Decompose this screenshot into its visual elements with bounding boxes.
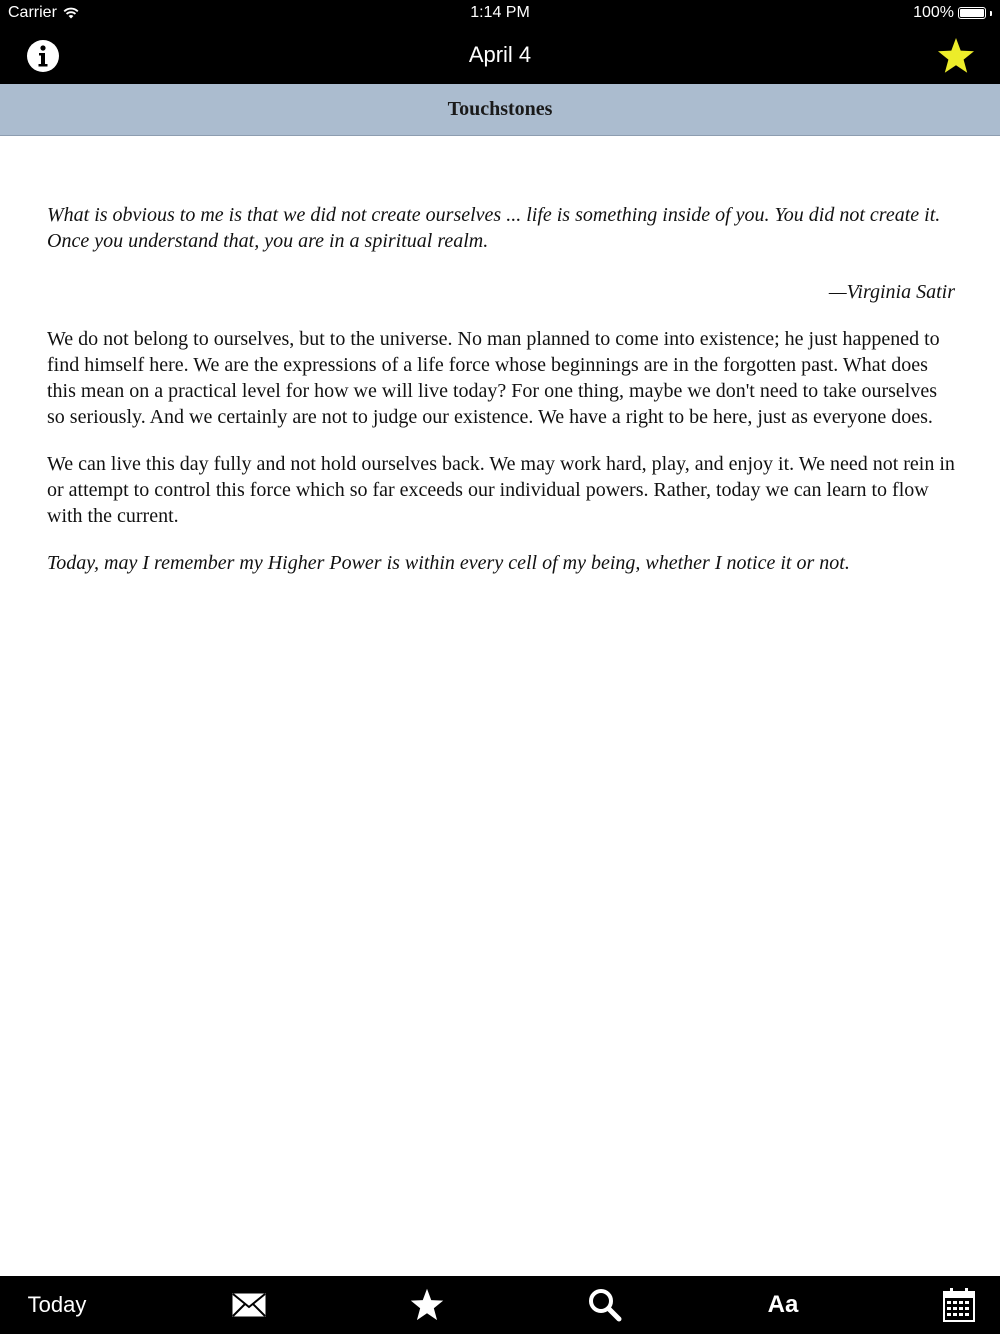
- reading-content: [47, 202, 955, 597]
- star-icon: [409, 1287, 445, 1323]
- battery-icon: [958, 7, 986, 19]
- battery-fill: [960, 9, 984, 17]
- calendar-button[interactable]: [932, 1276, 986, 1334]
- calendar-icon: [943, 1288, 975, 1322]
- font-size-button[interactable]: [756, 1276, 810, 1334]
- favorites-button[interactable]: [400, 1276, 454, 1334]
- font-size-label: Aa: [767, 1291, 799, 1318]
- envelope-icon: [232, 1293, 266, 1317]
- star-icon: [936, 36, 976, 76]
- section-header: [0, 84, 1000, 136]
- today-label: Today: [27, 1292, 87, 1317]
- daily-quote: What is obvious to me is that we did not create ourselves ... life is something inside of you. You did not create it. Once you understand that, you are in a spiritual realm.: [47, 204, 941, 252]
- mail-button[interactable]: [222, 1276, 276, 1334]
- status-battery: [913, 4, 992, 22]
- reading-paragraph: We can live this day fully and not hold ourselves back. We may work hard, play, and enjoy it. We need not rein in or attempt to control this force which so far exceeds our individual powers. Rather, today we can learn to flow with the current.: [47, 453, 955, 527]
- closing-affirmation: Today, may I remember my Higher Power is within every cell of my being, whether I notice it or not.: [47, 552, 850, 574]
- status-bar: [0, 0, 1000, 28]
- battery-tip: [990, 11, 992, 16]
- today-button[interactable]: [14, 1276, 100, 1334]
- favorite-button[interactable]: [936, 36, 976, 76]
- search-button[interactable]: [578, 1276, 632, 1334]
- reading-paragraph: We do not belong to ourselves, but to the universe. No man planned to come into existence; he just happened to find himself here. We are the expressions of a life force whose beginnings are in the forgotten past. What does this mean on a practical level for how we will live today? For one thing, maybe we don't need to take ourselves so seriously. And we certainly are not to judge our existence. We have a right to be here, just as everyone does.: [47, 328, 940, 428]
- bottom-toolbar: [0, 1276, 1000, 1334]
- page-title: April 4: [468, 42, 532, 67]
- search-icon: [588, 1288, 622, 1322]
- carrier-label: Carrier: [8, 4, 57, 21]
- nav-bar: [0, 28, 1000, 84]
- battery-percent: 100%: [913, 4, 954, 21]
- quote-attribution: —Virginia Satir: [828, 281, 955, 303]
- section-title: Touchstones: [447, 98, 553, 120]
- status-time: 1:14 PM: [470, 4, 530, 21]
